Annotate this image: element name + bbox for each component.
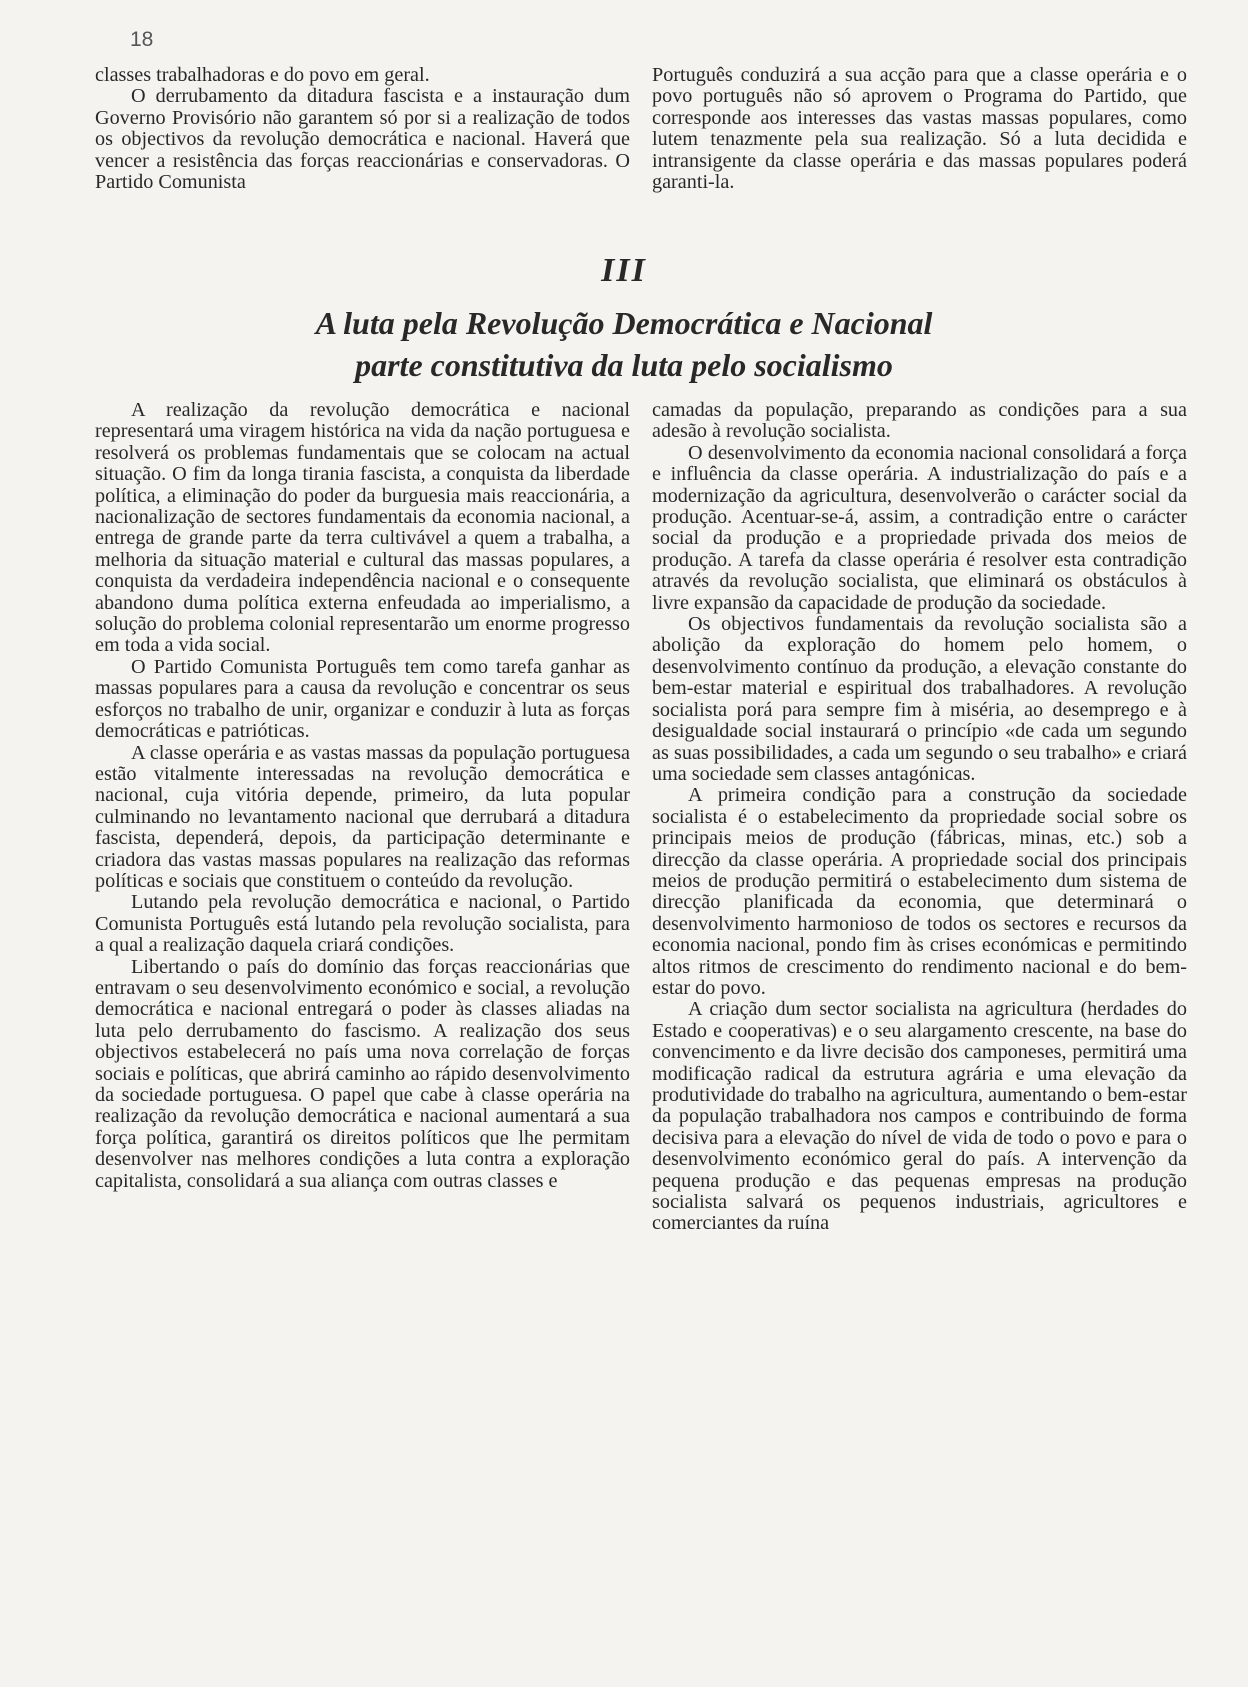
paragraph: Português conduzirá a sua acção para que a classe operária e o povo português não só aprovem o Programa do Partido, que corresponde aos interesses das vastas massas populares, como lutem tenazmente pela sua realização. Só a luta decidida e intransigente da classe operária e das massas populares poderá garanti-la. xyxy=(652,64,1187,194)
paragraph: O derrubamento da ditadura fascista e a instauração dum Governo Provisório não garantem só por si a realização de todos os objectivos da revolução democrática e nacional. Haverá que vencer a resistência das forças reaccionárias e conservadoras. O Partido Comunista xyxy=(95,85,630,194)
page-number: 18 xyxy=(130,28,154,51)
paragraph: Os objectivos fundamentais da revolução socialista são a abolição da exploração do homem pelo homem, o desenvolvimento contínuo da produção, a elevação constante do bem-estar material e espiritual dos trabalhadores. A revolução socialista porá para sempre fim à miséria, ao desemprego e à desigualdade social instaurará o princípio «de cada um segundo as suas possibilidades, a cada um segundo o seu trabalho» e criará uma sociedade sem classes antagónicas. xyxy=(652,613,1187,785)
paragraph: O desenvolvimento da economia nacional consolidará a força e influência da classe operária. A industrialização do país e a modernização da agricultura, desenvolverão o carácter social da produção. Acentuar-se-á, assim, a contradição entre o carácter social da produção e a propriedade privada dos meios de produção. A tarefa da classe operária é resolver esta contradição através da revolução socialista, que eliminará os obstáculos à livre expansão da capacidade de produção da sociedade. xyxy=(652,441,1187,614)
section-title-line-2: parte constitutiva da luta pelo socialismo xyxy=(355,347,893,383)
section-title xyxy=(0,302,1248,386)
paragraph: Lutando pela revolução democrática e nacional, o Partido Comunista Português está lutando pela revolução socialista, para a qual a realização daquela criará condições. xyxy=(95,891,630,957)
paragraph: camadas da população, preparando as condições para a sua adesão à revolução socialista. xyxy=(652,399,1187,443)
intro-column-left xyxy=(95,65,630,193)
paragraph: O Partido Comunista Português tem como tarefa ganhar as massas populares para a causa da revolução e concentrar os seus esforços no trabalho de unir, organizar e conduzir à luta as forças democráticas e patrióticas. xyxy=(95,655,630,743)
paragraph: A primeira condição para a construção da sociedade socialista é o estabelecimento da propriedade social sobre os principais meios de produção (fábricas, minas, etc.) sob a direcção da classe operária. A propriedade social dos principais meios de produção permitirá o estabelecimento dum sistema de direcção planificada da economia, que determinará o desenvolvimento harmonioso de todos os sectores e recursos da economia nacional, pondo fim às crises económicas e permitindo altos ritmos de crescimento do rendimento nacional e do bem-estar do povo. xyxy=(652,784,1187,999)
section-title-line-1: A luta pela Revolução Democrática e Nacional xyxy=(315,305,933,341)
body-column-left xyxy=(95,400,630,1192)
paragraph: A criação dum sector socialista na agricultura (herdades do Estado e cooperativas) e o seu alargamento crescente, na base do convencimento e da livre decisão dos camponeses, permitirá uma modificação radical da estrutura agrária e uma elevação da produtividade do trabalho na agricultura, aumentando o bem-estar da população trabalhadora nos campos e contribuindo de forma decisiva para a elevação do nível de vida de todo o povo e para o desenvolvimento económico geral do país. A intervenção da pequena produção e das pequenas empresas na produção socialista salvará os pequenos industriais, agricultores e comerciantes da ruína xyxy=(652,998,1187,1235)
intro-column-right xyxy=(652,65,1187,193)
paragraph: A realização da revolução democrática e nacional representará uma viragem histórica na vida da nação portuguesa e resolverá os problemas fundamentais que se colocam na actual situação. O fim da longa tirania fascista, a conquista da liberdade política, a eliminação do poder da burguesia mais reaccionária, a nacionalização de sectores fundamentais da economia nacional, a entrega de grande parte da terra cultivável a quem a trabalha, a melhoria da situação material e cultural das massas populares, a conquista da verdadeira independência nacional e o consequente abandono duma política externa enfeudada ao imperialismo, a solução do problema colonial representarão um enorme progresso em toda a vida social. xyxy=(95,399,630,657)
paragraph: Libertando o país do domínio das forças reaccionárias que entravam o seu desenvolvimento económico e social, a revolução democrática e nacional entregará o poder às classes aliadas na luta pelo derrubamento do fascismo. A realização dos seus objectivos estabelecerá no país uma nova correlação de forças sociais e políticas, que abrirá caminho ao rápido desenvolvimento da sociedade portuguesa. O papel que cabe à classe operária na realização da revolução democrática e nacional aumentará a sua força política, garantirá os direitos políticos que lhe permitam desenvolver nas melhores condições a luta contra a exploração capitalista, consolidará a sua aliança com outras classes e xyxy=(95,955,630,1192)
section-number: III xyxy=(601,252,647,289)
paragraph: classes trabalhadoras e do povo em geral. xyxy=(95,64,430,86)
body-column-right xyxy=(652,400,1187,1235)
paragraph: A classe operária e as vastas massas da população portuguesa estão vitalmente interessadas na revolução democrática e nacional, cuja vitória depende, primeiro, da luta popular culminando no levantamento nacional que derrubará a ditadura fascista, dependerá, depois, da participação determinante e criadora das vastas massas populares na realização das reformas políticas e sociais que constituem o conteúdo da revolução. xyxy=(95,741,630,892)
